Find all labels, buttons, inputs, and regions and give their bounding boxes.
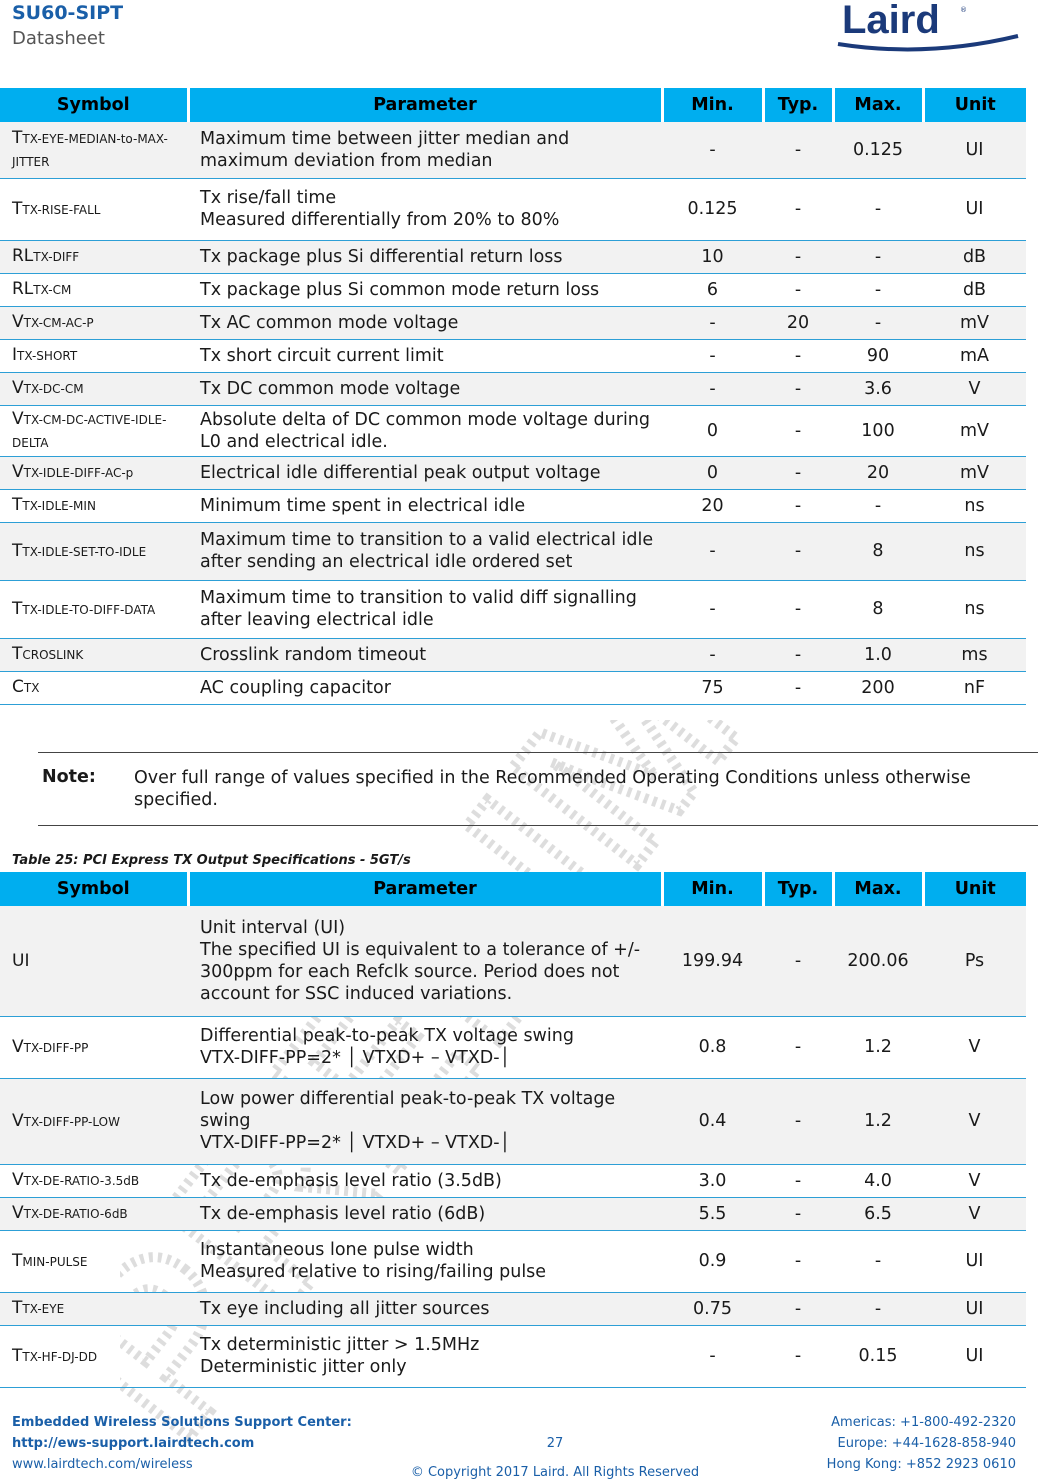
table-caption: Table 25: PCI Express TX Output Specifications - 5GT/s: [12, 853, 411, 868]
symbol-cell: TTX-IDLE-SET-TO-IDLE: [0, 522, 188, 580]
table-row: [0, 456, 1026, 489]
parameter-cell: Tx deterministic jitter > 1.5MHz Deterministic jitter only: [188, 1325, 662, 1387]
unit-cell: dB: [923, 273, 1026, 306]
col-typ: Typ.: [763, 872, 833, 906]
parameter-cell: AC coupling capacitor: [188, 671, 662, 704]
parameter-cell: Unit interval (UI) The specified UI is equivalent to a tolerance of +/- 300ppm for each Refclk source. Period does not account for SSC induced variations.: [188, 906, 662, 1016]
max-cell: -: [833, 306, 923, 339]
table-row: [0, 306, 1026, 339]
support-link[interactable]: http://ews-support.lairdtech.com: [12, 1436, 255, 1451]
typ-cell: -: [763, 671, 833, 704]
min-cell: 3.0: [662, 1164, 763, 1197]
typ-cell: -: [763, 1016, 833, 1078]
min-cell: -: [662, 339, 763, 372]
unit-cell: nF: [923, 671, 1026, 704]
typ-cell: -: [763, 273, 833, 306]
symbol-cell: TTX-EYE: [0, 1292, 188, 1325]
symbol-cell: VTX-IDLE-DIFF-AC-p: [0, 456, 188, 489]
unit-cell: mV: [923, 306, 1026, 339]
unit-cell: UI: [923, 1292, 1026, 1325]
unit-cell: V: [923, 1164, 1026, 1197]
parameter-cell: Tx rise/fall time Measured differentially from 20% to 80%: [188, 178, 662, 240]
table-header-row: [0, 88, 1026, 122]
table-row: [0, 1230, 1026, 1292]
max-cell: 200.06: [833, 906, 923, 1016]
unit-cell: mV: [923, 456, 1026, 489]
min-cell: 0.9: [662, 1230, 763, 1292]
unit-cell: V: [923, 1078, 1026, 1164]
min-cell: 5.5: [662, 1197, 763, 1230]
parameter-cell: Absolute delta of DC common mode voltage during L0 and electrical idle.: [188, 405, 662, 456]
symbol-cell: RLTX-CM: [0, 273, 188, 306]
document-type: Datasheet: [12, 28, 105, 49]
support-title: Embedded Wireless Solutions Support Center:: [12, 1415, 352, 1430]
col-max: Max.: [833, 88, 923, 122]
unit-cell: mV: [923, 405, 1026, 456]
symbol-cell: VTX-DIFF-PP: [0, 1016, 188, 1078]
symbol-cell: TTX-EYE-MEDIAN-to-MAX-JITTER: [0, 122, 188, 178]
min-cell: 0: [662, 456, 763, 489]
col-parameter: Parameter: [188, 88, 662, 122]
max-cell: 4.0: [833, 1164, 923, 1197]
typ-cell: -: [763, 339, 833, 372]
symbol-cell: CTX: [0, 671, 188, 704]
min-cell: -: [662, 638, 763, 671]
product-name: SU60-SIPT: [12, 2, 124, 24]
symbol-cell: VTX-DE-RATIO-3.5dB: [0, 1164, 188, 1197]
max-cell: -: [833, 489, 923, 522]
max-cell: -: [833, 240, 923, 273]
max-cell: 1.2: [833, 1016, 923, 1078]
min-cell: -: [662, 122, 763, 178]
table-row: [0, 339, 1026, 372]
table-row: [0, 1292, 1026, 1325]
typ-cell: -: [763, 1164, 833, 1197]
unit-cell: UI: [923, 1325, 1026, 1387]
typ-cell: -: [763, 240, 833, 273]
symbol-cell: TTX-HF-DJ-DD: [0, 1325, 188, 1387]
unit-cell: UI: [923, 122, 1026, 178]
max-cell: 0.125: [833, 122, 923, 178]
max-cell: 100: [833, 405, 923, 456]
table-row: [0, 906, 1026, 1016]
table-row: [0, 1016, 1026, 1078]
typ-cell: -: [763, 638, 833, 671]
table-row: [0, 1164, 1026, 1197]
parameter-cell: Maximum time to transition to a valid electrical idle after sending an electrical idle ordered set: [188, 522, 662, 580]
symbol-cell: TCROSLINK: [0, 638, 188, 671]
min-cell: -: [662, 372, 763, 405]
phone-europe: Europe: +44-1628-858-940: [837, 1436, 1016, 1451]
table-row: [0, 580, 1026, 638]
max-cell: -: [833, 1292, 923, 1325]
min-cell: 75: [662, 671, 763, 704]
typ-cell: -: [763, 405, 833, 456]
symbol-cell: VTX-CM-DC-ACTIVE-IDLE-DELTA: [0, 405, 188, 456]
logo-text: Laird: [842, 0, 940, 42]
max-cell: 0.15: [833, 1325, 923, 1387]
symbol-cell: RLTX-DIFF: [0, 240, 188, 273]
symbol-cell: UI: [0, 906, 188, 1016]
typ-cell: -: [763, 1230, 833, 1292]
typ-cell: -: [763, 522, 833, 580]
symbol-cell: TTX-IDLE-MIN: [0, 489, 188, 522]
min-cell: -: [662, 1325, 763, 1387]
parameter-cell: Differential peak-to-peak TX voltage swing VTX-DIFF-PP=2* │ VTXD+ – VTXD-│: [188, 1016, 662, 1078]
unit-cell: Ps: [923, 906, 1026, 1016]
max-cell: 6.5: [833, 1197, 923, 1230]
typ-cell: -: [763, 1292, 833, 1325]
max-cell: 3.6: [833, 372, 923, 405]
table-row: [0, 405, 1026, 456]
col-symbol: Symbol: [0, 872, 188, 906]
parameter-cell: Crosslink random timeout: [188, 638, 662, 671]
max-cell: 200: [833, 671, 923, 704]
parameter-cell: Tx short circuit current limit: [188, 339, 662, 372]
min-cell: 20: [662, 489, 763, 522]
parameter-cell: Tx de-emphasis level ratio (3.5dB): [188, 1164, 662, 1197]
copyright: © Copyright 2017 Laird. All Rights Reserved: [410, 1465, 700, 1480]
symbol-cell: VTX-CM-AC-P: [0, 306, 188, 339]
typ-cell: -: [763, 1197, 833, 1230]
col-min: Min.: [662, 88, 763, 122]
parameter-cell: Electrical idle differential peak output voltage: [188, 456, 662, 489]
typ-cell: -: [763, 372, 833, 405]
unit-cell: ns: [923, 522, 1026, 580]
parameter-cell: Low power differential peak-to-peak TX voltage swing VTX-DIFF-PP=2* │ VTXD+ – VTXD-│: [188, 1078, 662, 1164]
min-cell: 0.75: [662, 1292, 763, 1325]
col-parameter: Parameter: [188, 872, 662, 906]
symbol-cell: VTX-DC-CM: [0, 372, 188, 405]
min-cell: 0.8: [662, 1016, 763, 1078]
page-number: 27: [546, 1436, 564, 1451]
symbol-cell: TMIN-PULSE: [0, 1230, 188, 1292]
min-cell: -: [662, 522, 763, 580]
parameter-cell: Tx de-emphasis level ratio (6dB): [188, 1197, 662, 1230]
typ-cell: -: [763, 178, 833, 240]
min-cell: 6: [662, 273, 763, 306]
parameter-cell: Tx AC common mode voltage: [188, 306, 662, 339]
symbol-cell: ITX-SHORT: [0, 339, 188, 372]
max-cell: 8: [833, 522, 923, 580]
table-row: [0, 178, 1026, 240]
unit-cell: ms: [923, 638, 1026, 671]
col-symbol: Symbol: [0, 88, 188, 122]
table-row: [0, 522, 1026, 580]
min-cell: 0.4: [662, 1078, 763, 1164]
table-row: [0, 1325, 1026, 1387]
max-cell: 20: [833, 456, 923, 489]
parameter-cell: Tx package plus Si common mode return loss: [188, 273, 662, 306]
min-cell: 199.94: [662, 906, 763, 1016]
col-min: Min.: [662, 872, 763, 906]
unit-cell: V: [923, 1016, 1026, 1078]
min-cell: 0.125: [662, 178, 763, 240]
max-cell: 90: [833, 339, 923, 372]
max-cell: -: [833, 1230, 923, 1292]
parameter-cell: Tx DC common mode voltage: [188, 372, 662, 405]
tx-output-5gt-table: [0, 872, 1026, 1388]
unit-cell: mA: [923, 339, 1026, 372]
symbol-cell: TTX-IDLE-TO-DIFF-DATA: [0, 580, 188, 638]
table-header-row: [0, 872, 1026, 906]
unit-cell: UI: [923, 1230, 1026, 1292]
max-cell: 1.0: [833, 638, 923, 671]
max-cell: -: [833, 273, 923, 306]
col-unit: Unit: [923, 88, 1026, 122]
max-cell: 8: [833, 580, 923, 638]
unit-cell: V: [923, 1197, 1026, 1230]
unit-cell: dB: [923, 240, 1026, 273]
footer-contacts: [827, 1412, 1016, 1475]
min-cell: 0: [662, 405, 763, 456]
typ-cell: -: [763, 906, 833, 1016]
col-max: Max.: [833, 872, 923, 906]
typ-cell: -: [763, 456, 833, 489]
table-row: [0, 372, 1026, 405]
unit-cell: V: [923, 372, 1026, 405]
note-text: Over full range of values specified in the Recommended Operating Conditions unless otherwise specified.: [134, 768, 971, 810]
min-cell: -: [662, 306, 763, 339]
table-row: [0, 1197, 1026, 1230]
symbol-cell: VTX-DIFF-PP-LOW: [0, 1078, 188, 1164]
col-unit: Unit: [923, 872, 1026, 906]
max-cell: -: [833, 178, 923, 240]
min-cell: -: [662, 580, 763, 638]
typ-cell: 20: [763, 306, 833, 339]
col-typ: Typ.: [763, 88, 833, 122]
website-link[interactable]: www.lairdtech.com/wireless: [12, 1457, 193, 1472]
symbol-cell: TTX-RISE-FALL: [0, 178, 188, 240]
note-label: Note:: [42, 767, 96, 787]
parameter-cell: Maximum time between jitter median and maximum deviation from median: [188, 122, 662, 178]
note-box: [38, 752, 1038, 826]
table-row: [0, 273, 1026, 306]
parameter-cell: Tx package plus Si differential return loss: [188, 240, 662, 273]
parameter-cell: Maximum time to transition to valid diff signalling after leaving electrical idle: [188, 580, 662, 638]
parameter-cell: Minimum time spent in electrical idle: [188, 489, 662, 522]
typ-cell: -: [763, 489, 833, 522]
table-row: [0, 240, 1026, 273]
table-row: [0, 489, 1026, 522]
parameter-cell: Instantaneous lone pulse width Measured relative to rising/failing pulse: [188, 1230, 662, 1292]
table-row: [0, 671, 1026, 704]
typ-cell: -: [763, 1078, 833, 1164]
parameter-cell: Tx eye including all jitter sources: [188, 1292, 662, 1325]
laird-logo: [832, 0, 1022, 56]
max-cell: 1.2: [833, 1078, 923, 1164]
tx-specs-table: [0, 88, 1026, 705]
table-row: [0, 638, 1026, 671]
table-row: [0, 122, 1026, 178]
min-cell: 10: [662, 240, 763, 273]
unit-cell: UI: [923, 178, 1026, 240]
phone-americas: Americas: +1-800-492-2320: [831, 1415, 1016, 1430]
typ-cell: -: [763, 122, 833, 178]
table-row: [0, 1078, 1026, 1164]
unit-cell: ns: [923, 580, 1026, 638]
typ-cell: -: [763, 1325, 833, 1387]
symbol-cell: VTX-DE-RATIO-6dB: [0, 1197, 188, 1230]
phone-hongkong: Hong Kong: +852 2923 0610: [826, 1457, 1016, 1472]
typ-cell: -: [763, 580, 833, 638]
svg-text:®: ®: [960, 6, 967, 14]
unit-cell: ns: [923, 489, 1026, 522]
